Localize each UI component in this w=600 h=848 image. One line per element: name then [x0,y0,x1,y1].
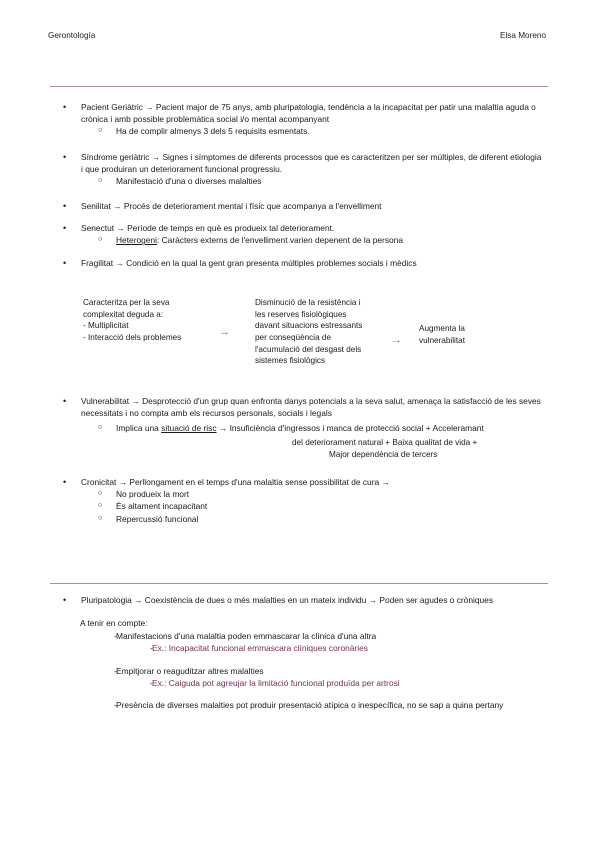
divider-bottom [50,583,548,584]
item-vulnerabilitat: • Vulnerabilitat → Desprotecció d'un grup quan enfronta danys potencials a la seva salut, amenaça la satisfacció de les seves necessitats i no compta amb els recursos personals, socials i legals ○ Implica una situació de risc → Insuficiència d'ingressos i manca de protecció social + Acceleramant [63,395,545,435]
header-author: Elsa Moreno [500,31,546,40]
diagram-box-vulnerabilitat: Augmenta la vulnerabilitat [419,324,465,345]
item-pacient: • Pacient Geriàtric → Pacient major de 75 anys, amb pluripatologia, tendència a la incapacitat per patir una malaltia aguda o crònica i amb possible problemàtica social i/o mental acompanyant ○ Ha de complir almenys 3 dels 5 requisits esmentats. [63,101,545,138]
vulnerabilitat-line3: Major dependència de tercers [329,450,438,459]
item-senectut: • Senectut → Període de temps en què es produeix tal deteriorament. ○ Heterogeni: Caràcters externs de l'envelliment varien depenent de la persona [63,222,545,246]
vulnerabilitat-line2: del deteriorament natural + Baixa qualitat de vida + [292,438,478,447]
pluripatologia-details: A tenir en compte: - Manifestacions d'una malaltia poden emmascarar la clínica d'una altra - Ex.: Incapacitat funcional emmascara clíniques coronàries - Empitjorar o reaguditzar altres malalties - Ex.: Caiguda pot agreujar la limitació funcional produïda per artrosi - Presència de diverses malalties pot produir presentació atípica o inespecífica, no se sap a quina pertany [80,617,545,711]
divider-top [50,86,548,87]
heterogeni-term: Heterogeni [116,235,157,246]
header-course: Gerontología [48,31,96,40]
diagram-box-disminucio: Disminució de la resistència i les reserves fisiològiques davant situacions estressants per conseqüència de l'acumulació del desgast dels sistemes fisiològics [255,298,363,366]
tenir-en-compte-label: A tenir en compte: [80,618,148,628]
diagram-box-complexitat: Caracteritza per la seva complexitat deguda a: - Multiplicitat - Interacció dels problemes [83,298,182,342]
item-sindrome: • Síndrome geriàtric → Signes i símptomes de diferents processos que es caracteritzen per ser múltiples, de diferent etiologia i que produiran un deteriorament funcional progressiu. ○ Manifestació d'una o diverses malalties [63,151,545,188]
diagram-arrow-1: → [219,326,230,338]
situacio-risc-term: situació de risc [161,423,217,434]
item-fragilitat: • Fragilitat → Condició en la qual la gent gran presenta múltiples problemes socials i mèdics [63,257,545,269]
item-pluripatologia: • Pluripatologia → Coexistència de dues o més malalties en un mateix individu → Poden ser agudes o cròniques [63,594,545,606]
item-cronicitat: • Cronicitat → Perllongament en el temps d'una malaltia sense possibilitat de cura → ○ No produeix la mort ○ És altament incapacitant ○ Repercussió funcional [63,476,545,525]
item-senilitat: • Senilitat → Procés de deteriorament mental i físic que acompanya a l'envelliment [63,200,545,212]
diagram-arrow-2: → [391,334,402,346]
